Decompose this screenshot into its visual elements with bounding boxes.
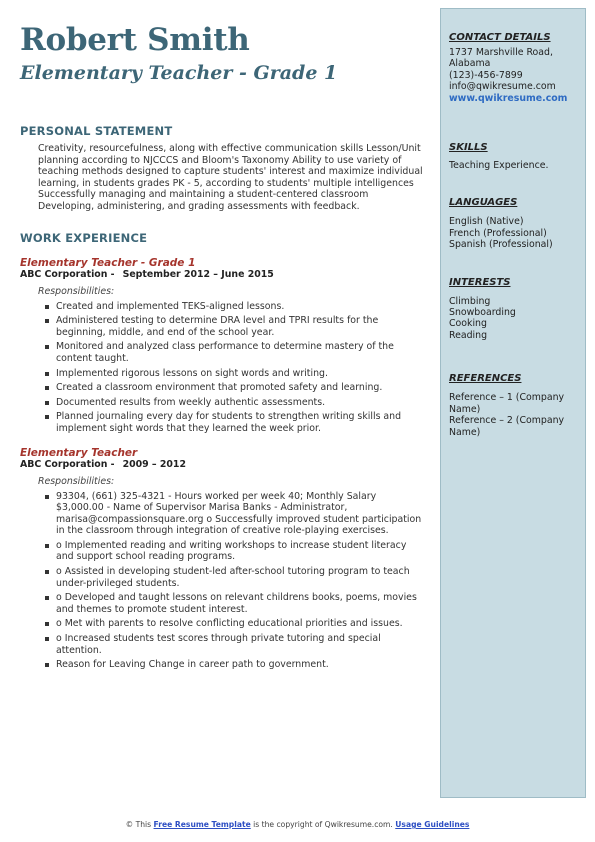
page-footer <box>0 820 595 829</box>
main-column <box>20 22 425 674</box>
footer-prefix: © This <box>125 820 152 829</box>
footer-copyright-text: is the copyright of Qwikresume.com. <box>253 820 393 829</box>
contact-heading: CONTACT DETAILS <box>449 32 551 43</box>
list-item: Documented results from weekly authentic assessments. <box>56 397 425 409</box>
job-entry <box>20 447 425 671</box>
responsibilities-list <box>56 301 425 435</box>
list-item: Created a classroom environment that promoted safety and learning. <box>56 382 425 394</box>
skills-list <box>449 160 577 171</box>
list-item: Monitored and analyzed class performance to determine mastery of the content taught. <box>56 341 425 364</box>
list-item: Implemented rigorous lessons on sight words and writing. <box>56 368 425 380</box>
interests-section <box>449 277 577 342</box>
address-line: Alabama <box>449 58 491 70</box>
list-item: French (Professional) <box>449 227 547 239</box>
list-item: Reason for Leaving Change in career path to government. <box>56 659 425 671</box>
usage-guidelines-link[interactable]: Usage Guidelines <box>395 820 470 829</box>
candidate-title: Elementary Teacher - Grade 1 <box>20 62 338 84</box>
job-company: ABC Corporation - <box>20 268 115 280</box>
responsibilities-list <box>56 491 425 671</box>
phone-number: (123)-456-7899 <box>449 69 523 81</box>
list-item: Snowboarding <box>449 307 516 319</box>
list-item: o Implemented reading and writing workshops to increase student literacy and support school reading programs. <box>56 540 425 563</box>
languages-section <box>449 197 577 250</box>
work-experience-heading: WORK EXPERIENCE <box>20 230 148 245</box>
contact-section <box>449 32 577 104</box>
responsibilities-label: Responsibilities: <box>38 285 115 297</box>
list-item: Spanish (Professional) <box>449 239 553 251</box>
job-title: Elementary Teacher - Grade 1 <box>20 256 196 269</box>
list-item: o Increased students test scores through private tutoring and special attention. <box>56 633 425 656</box>
list-item: o Met with parents to resolve conflicting educational priorities and issues. <box>56 618 425 630</box>
free-resume-template-link[interactable]: Free Resume Template <box>153 820 251 829</box>
list-item: Administered testing to determine DRA level and TPRI results for the beginning, middle, and end of the school year. <box>56 315 425 338</box>
languages-list <box>449 216 577 250</box>
job-entry <box>20 257 425 435</box>
list-item: Created and implemented TEKS-aligned lessons. <box>56 301 425 313</box>
website-link[interactable]: www.qwikresume.com <box>449 92 568 104</box>
personal-statement-text: Creativity, resourcefulness, along with effective communication skills Lesson/Unit planning according to NJCCCS and Bloom's Taxonomy Ability to use variety of teaching methods designed to capture students' interest and maximize individual learning, in students grades PK - 5, according to students' multiple intelligences Successfully managing and maintaining a student-centered classroom Developing, administering, and grading assessments with feedback. <box>38 143 423 212</box>
address-line: 1737 Marshville Road, <box>449 47 553 58</box>
list-item: Planned journaling every day for students to strengthen writing skills and implement sight words that they learned the week prior. <box>56 411 425 434</box>
interests-heading: INTERESTS <box>449 276 511 288</box>
languages-heading: LANGUAGES <box>449 197 518 209</box>
job-title: Elementary Teacher <box>20 446 138 459</box>
references-list <box>449 392 577 438</box>
list-item: Climbing <box>449 295 491 307</box>
list-item: o Developed and taught lessons on relevant childrens books, poems, movies and themes to promote student interest. <box>56 592 425 615</box>
list-item: o Assisted in developing student-led after-school tutoring program to teach under-privileged students. <box>56 566 425 589</box>
contact-info <box>449 47 577 104</box>
job-meta <box>20 269 425 281</box>
skills-heading: SKILLS <box>449 142 488 154</box>
list-item: Teaching Experience. <box>449 160 549 172</box>
references-heading: REFERENCES <box>449 373 522 385</box>
references-section <box>449 373 577 438</box>
job-dates: 2009 – 2012 <box>122 458 186 470</box>
skills-section <box>449 142 577 171</box>
personal-statement-heading: PERSONAL STATEMENT <box>20 124 173 138</box>
list-item: Reading <box>449 329 488 341</box>
list-item: Reference – 1 (Company Name) <box>449 392 565 415</box>
list-item: 93304, (661) 325-4321 - Hours worked per week 40; Monthly Salary $3,000.00 - Name of Supervisor Marisa Banks - Administrator, marisa@compassionsquare.org o Successfully improved student participation in the classroom through integration of creative role-playing exercises. <box>56 491 425 537</box>
job-dates: September 2012 – June 2015 <box>122 268 274 280</box>
email-address: info@qwikresume.com <box>449 81 556 93</box>
job-company: ABC Corporation - <box>20 458 115 470</box>
interests-list <box>449 296 577 342</box>
responsibilities-label: Responsibilities: <box>38 475 115 487</box>
job-meta <box>20 459 425 471</box>
sidebar <box>440 8 586 798</box>
list-item: Cooking <box>449 318 487 330</box>
list-item: English (Native) <box>449 216 524 228</box>
list-item: Reference – 2 (Company Name) <box>449 415 565 438</box>
candidate-name: Robert Smith <box>20 22 250 58</box>
